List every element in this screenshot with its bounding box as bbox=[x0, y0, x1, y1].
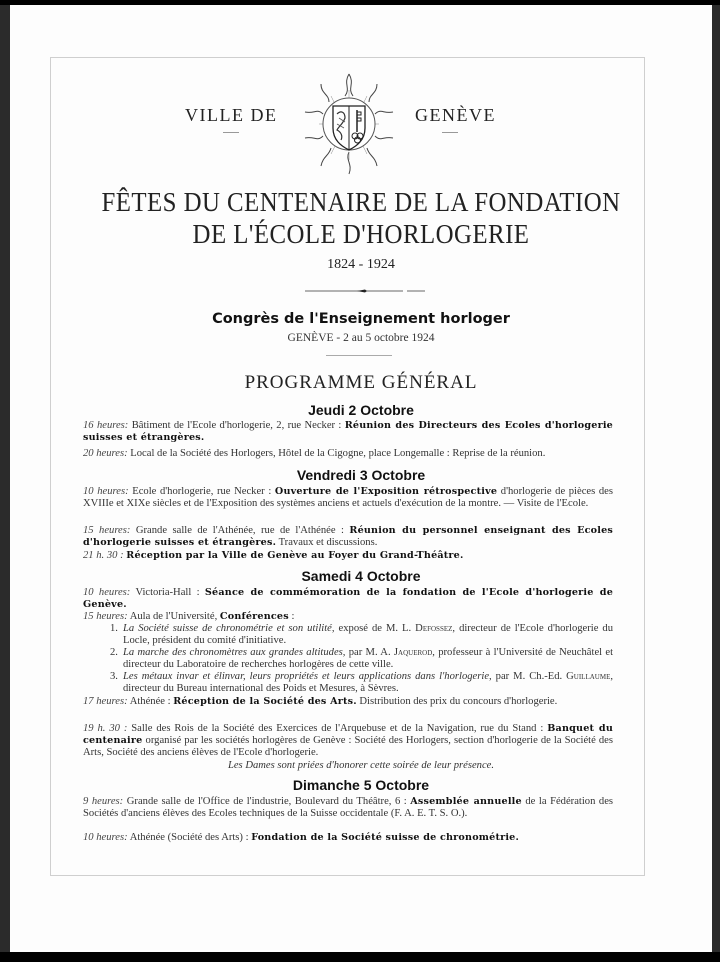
conference-by: par M. A. bbox=[348, 647, 391, 658]
document-page bbox=[10, 5, 712, 952]
conference-details: professeur à l'Université de Neuchâtel et directeur du Laboratoire de recherches horlogères de cette ville. bbox=[123, 647, 614, 670]
entry-details: Travaux et discussions. bbox=[278, 536, 378, 548]
bottom-black-border bbox=[0, 952, 720, 962]
conference-speaker: Jaquerod, bbox=[393, 647, 435, 658]
ornament-divider bbox=[305, 289, 425, 293]
entry-time: 10 heures: bbox=[83, 587, 131, 598]
entry-time: 10 heures: bbox=[83, 832, 128, 843]
entry-time: 15 heures: bbox=[83, 611, 128, 622]
program-entry bbox=[83, 796, 613, 820]
program-entry bbox=[83, 696, 613, 708]
program-entry bbox=[83, 832, 613, 844]
entry-location: Grande salle de l'Office de l'industrie, Boulevard du Théâtre, 6 : bbox=[126, 796, 407, 807]
conference-by: exposé de M. L. bbox=[338, 623, 412, 634]
entry-event: Réception par la Ville de Genève au Foyer du Grand-Théâtre. bbox=[126, 550, 464, 561]
entry-details: organisé par les sociétés horlogères de Genève : Société des Horlogers, section d'horlogerie de la Société des Arts, Société des anciens élèves de l'Ecole d'horlogerie. bbox=[83, 734, 613, 758]
conference-by: par M. Ch.-Ed. bbox=[495, 671, 563, 682]
entry-location: Salle des Rois de la Société des Exercices de l'Arquebuse et de la Navigation, rue du Stand : bbox=[131, 723, 544, 734]
program-entry bbox=[83, 611, 613, 623]
entry-time: 10 heures: bbox=[83, 486, 129, 497]
entry-event: Réunion du personnel enseignant des Ecoles d'horlogerie suisses et étrangères. bbox=[83, 525, 614, 548]
entry-time: 9 heures: bbox=[83, 796, 124, 807]
entry-event: Réception de la Société des Arts. bbox=[173, 696, 357, 707]
conference-number: 2. bbox=[110, 647, 118, 658]
entry-event: Ouverture de l'Exposition rétrospective bbox=[274, 486, 498, 497]
entry-location: Grande salle de l'Athénée, rue de l'Athénée : bbox=[135, 525, 344, 536]
program-entry bbox=[83, 723, 613, 758]
entry-event: Réunion des Directeurs des Ecoles d'horlogerie suisses et étrangères. bbox=[83, 420, 613, 443]
congres-place-dates: GENÈVE - 2 au 5 octobre 1924 bbox=[287, 332, 435, 344]
header-geneve: GENÈVE bbox=[415, 105, 496, 125]
entry-event: Fondation de la Société suisse de chronométrie. bbox=[251, 832, 520, 843]
entry-details: de la Fédération des Sociétés d'anciens élèves des Ecoles techniques de la Suisse occidentale (F. A. E. T. S. O.). bbox=[83, 796, 614, 819]
program-entry bbox=[83, 550, 613, 562]
conference-item bbox=[110, 623, 614, 647]
entry-location: Ecole d'horlogerie, rue Necker : bbox=[132, 486, 272, 497]
conference-number: 1. bbox=[110, 623, 118, 634]
header-dash-left bbox=[223, 132, 239, 133]
entry-event: Banquet du centenaire bbox=[83, 723, 614, 746]
day-heading-dimanche: Dimanche 5 Octobre bbox=[292, 777, 430, 793]
programme-heading: PROGRAMME GÉNÉRAL bbox=[244, 372, 478, 393]
program-entry bbox=[83, 420, 613, 444]
entry-event: Séance de commémoration de la fondation de l'Ecole d'horlogerie de Genève. bbox=[83, 587, 614, 610]
conference-title: La marche des chronomètres aux grandes altitudes, bbox=[123, 647, 346, 658]
entry-location: Athénée : bbox=[129, 696, 171, 707]
ladies-note: Les Dames sont priées d'honorer cette soirée de leur présence. bbox=[227, 760, 495, 771]
entry-location: Aula de l'Université, bbox=[129, 611, 218, 622]
conference-title: La Société suisse de chronométrie et son utilité, bbox=[123, 623, 335, 634]
entry-time: 21 h. 30 : bbox=[83, 550, 124, 561]
conference-item bbox=[110, 671, 613, 695]
title-years: 1824 - 1924 bbox=[327, 257, 395, 272]
entry-text: Local de la Société des Horlogers, Hôtel de la Cigogne, place Longemalle : Reprise de la réunion. bbox=[130, 448, 546, 459]
entry-time: 17 heures: bbox=[83, 696, 128, 707]
entry-details: Distribution des prix du concours d'horlogerie. bbox=[359, 696, 558, 707]
conference-speaker: Guillaume, bbox=[566, 671, 613, 682]
entry-event: Conférences bbox=[219, 611, 289, 622]
program-entry bbox=[83, 587, 613, 611]
geneva-coat-of-arms-sun-icon bbox=[297, 70, 401, 178]
entry-details: d'horlogerie de pièces des XVIIIe et XIXe siècles et de l'Exposition des systèmes anciens et actuels d'exécution de la montre. — Visite de l'Ecole. bbox=[83, 486, 613, 509]
program-entry bbox=[83, 525, 613, 549]
program-entry bbox=[83, 486, 613, 510]
conference-details: directeur du Bureau international des Poids et Mesures, à Sèvres. bbox=[123, 682, 399, 694]
entry-time: 19 h. 30 : bbox=[83, 723, 128, 734]
program-entry bbox=[83, 448, 613, 460]
header-ville-de: VILLE DE bbox=[185, 105, 278, 125]
main-title-line2: DE L'ÉCOLE D'HORLOGERIE bbox=[192, 219, 530, 249]
conference-details: directeur de l'Ecole d'horlogerie du Locle, président du comité d'initiative. bbox=[123, 623, 614, 646]
conference-number: 3. bbox=[110, 671, 118, 682]
entry-details: : bbox=[291, 611, 295, 622]
rule-divider bbox=[326, 355, 392, 356]
conference-item bbox=[110, 647, 614, 671]
entry-time: 20 heures: bbox=[83, 448, 128, 459]
day-heading-samedi: Samedi 4 Octobre bbox=[301, 568, 421, 584]
entry-event: Assemblée annuelle bbox=[410, 796, 522, 807]
entry-time: 15 heures: bbox=[83, 525, 131, 536]
entry-location: Bâtiment de l'Ecole d'horlogerie, 2, rue Necker : bbox=[131, 420, 342, 431]
entry-location: Athénée (Société des Arts) : bbox=[129, 832, 249, 843]
header-dash-right bbox=[442, 132, 458, 133]
conference-title: Les métaux invar et élinvar, leurs propriétés et leurs applications dans l'horlogerie, bbox=[123, 671, 492, 682]
entry-time: 16 heures: bbox=[83, 420, 129, 431]
congres-title: Congrès de l'Enseignement horloger bbox=[212, 311, 510, 327]
day-heading-vendredi: Vendredi 3 Octobre bbox=[296, 467, 426, 483]
entry-location: Victoria-Hall : bbox=[135, 587, 200, 598]
main-title-line1: FÊTES DU CENTENAIRE DE LA FONDATION bbox=[101, 187, 621, 217]
conference-speaker: Defossez, bbox=[415, 623, 456, 634]
day-heading-jeudi: Jeudi 2 Octobre bbox=[308, 402, 414, 418]
